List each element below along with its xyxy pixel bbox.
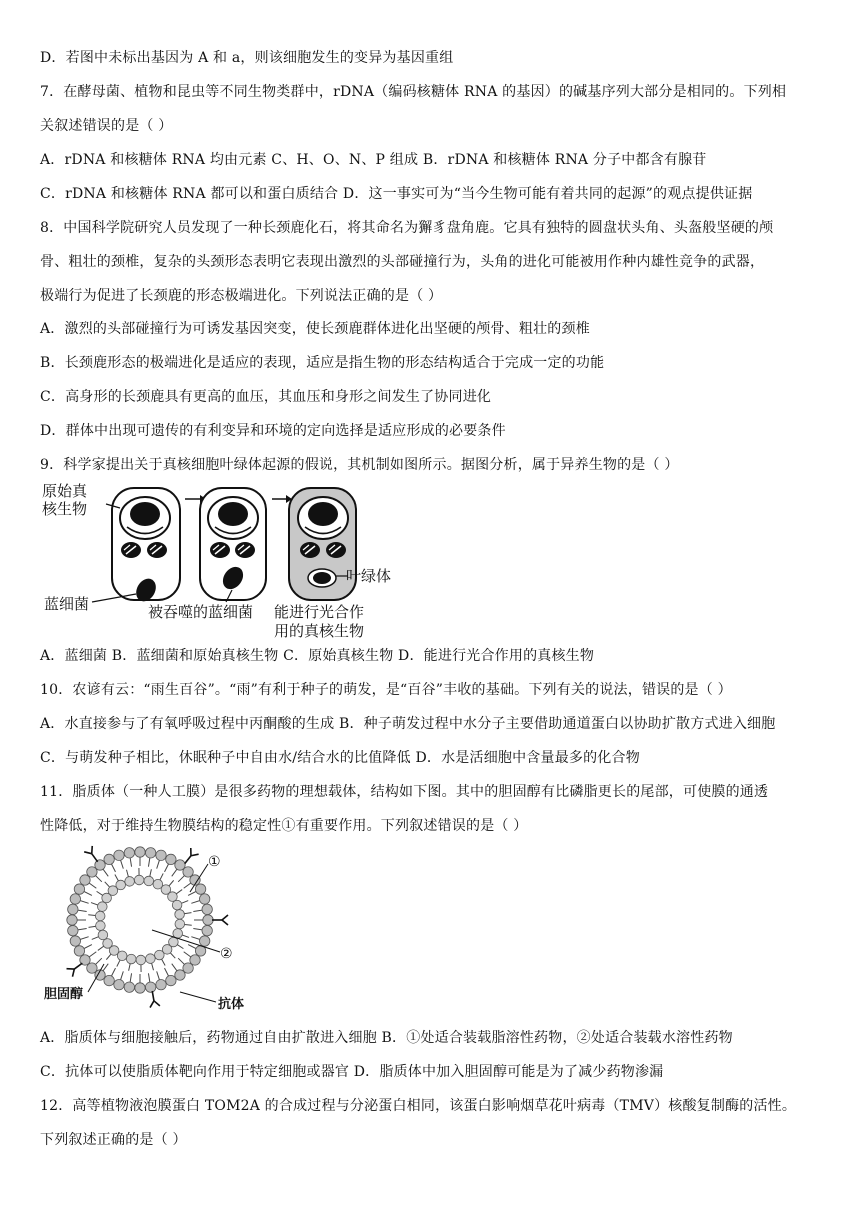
lipid-head	[70, 894, 80, 904]
lipid-head	[202, 904, 212, 914]
fig9-label-photo-1: 能进行光合作	[274, 603, 365, 621]
lipid-head	[145, 848, 155, 858]
antibody-arm	[92, 846, 93, 854]
primitive-eukaryote-cell	[112, 488, 180, 605]
chloroplast-origin-figure	[40, 478, 420, 642]
q11-options-cd: C．抗体可以使脂质体靶向作用于特定细胞或器官 D．脂质体中加入胆固醇可能是为了减少药物渗漏	[40, 1064, 664, 1080]
lipid-head	[125, 877, 135, 887]
antibody-arm	[191, 854, 199, 856]
leader-line-antibody	[180, 992, 216, 1002]
lipid-head	[96, 921, 106, 931]
lipid-head	[67, 915, 77, 925]
lipid-head	[156, 850, 166, 860]
lipid-head	[126, 954, 136, 964]
lipid-head	[166, 854, 176, 864]
q9-stem: 9．科学家提出关于真核细胞叶绿体起源的假说，其机制如图所示。据图分析，属于异养生物的是（ ）	[40, 457, 679, 473]
lipid-head	[103, 939, 113, 949]
lipid-head	[74, 946, 84, 956]
antibody-arm	[222, 920, 228, 925]
lipid-head	[68, 925, 78, 935]
lipid-head	[144, 876, 154, 886]
lipid-head	[74, 884, 84, 894]
lipid-head	[195, 884, 205, 894]
antibody-arm	[72, 969, 74, 977]
fig9-label-photo-2: 用的真核生物	[274, 622, 365, 640]
liposome-figure	[40, 842, 260, 1014]
cell-with-engulfed-cyanobacterium	[200, 488, 266, 600]
lipid-head	[175, 970, 185, 980]
lipid-head	[175, 919, 185, 929]
fig9-label-top-1: 原始真	[42, 482, 88, 500]
q10-stem: 10．农谚有云：“雨生百谷”。“雨”有利于种子的萌发，是“百谷”丰收的基础。下列有关的说法，错误的是（ ）	[40, 682, 732, 698]
fig11-label-2: ②	[220, 946, 233, 962]
q7-options-ab: A．rDNA 和核糖体 RNA 均由元素 C、H、O、N、P 组成 B．rDNA 和核糖体 RNA 分子中都含有腺苷	[40, 152, 707, 168]
lipid-head	[114, 850, 124, 860]
antibody-arm	[154, 1001, 160, 1006]
q8-stem-line2: 骨、粗壮的颈椎，复杂的头颈形态表明它表现出激烈的头部碰撞行为，头角的进化可能被用作种内雄性竞争的武器，	[40, 254, 765, 270]
fig9-label-engulfed: 被吞噬的蓝细菌	[148, 603, 254, 621]
lipid-head	[98, 930, 108, 940]
lipid-head	[172, 900, 182, 910]
lipid-head	[124, 848, 134, 858]
lipid-head	[199, 936, 209, 946]
antibody-arm	[150, 1001, 154, 1008]
lipid-head	[114, 979, 124, 989]
lipid-head	[136, 955, 146, 965]
fig9-label-cyanobacterium: 蓝细菌	[44, 595, 90, 613]
lipid-head	[166, 975, 176, 985]
q11-stem-line1: 11．脂质体（一种人工膜）是很多药物的理想载体，结构如下图。其中的胆固醇有比磷脂更长的尾部，可使膜的通透	[40, 784, 769, 800]
antibody-arm	[222, 915, 228, 920]
q8-option-b: B．长颈鹿形态的极端进化是适应的表现，适应是指生物的形态结构适合于完成一定的功能	[40, 355, 605, 371]
q6-option-d: D．若图中未标出基因为 A 和 a，则该细胞发生的变异为基因重组	[40, 50, 454, 66]
lipid-head	[202, 925, 212, 935]
antibody-arm	[84, 852, 92, 854]
fig11-label-1: ①	[208, 854, 221, 870]
q10-options-cd: C．与萌发种子相比，休眠种子中自由水/结合水的比值降低 D．水是活细胞中含量最多的化合物	[40, 750, 640, 766]
q7-stem-line2: 关叙述错误的是（ ）	[40, 118, 173, 134]
q11-options-ab: A．脂质体与细胞接触后，药物通过自由扩散进入细胞 B．①处适合装载脂溶性药物，②处适合装载水溶性药物	[40, 1030, 733, 1046]
fig9-label-top-2: 核生物	[42, 500, 88, 518]
q8-option-d: D．群体中出现可遗传的有利变异和环境的定向选择是适应形成的必要条件	[40, 423, 506, 439]
q9-options: A．蓝细菌 B．蓝细菌和原始真核生物 C．原始真核生物 D．能进行光合作用的真核生物	[40, 648, 595, 664]
q7-options-cd: C．rDNA 和核糖体 RNA 都可以和蛋白质结合 D．这一事实可为“当今生物可能有着共同的起源”的观点提供证据	[40, 186, 753, 202]
lipid-head	[146, 954, 156, 964]
q8-stem-line3: 极端行为促进了长颈鹿的形态极端进化。下列说法正确的是（ ）	[40, 288, 443, 304]
lipid-head	[135, 847, 145, 857]
antibody-stem	[185, 856, 191, 864]
lipid-head	[168, 892, 178, 902]
lipid-head	[95, 911, 105, 921]
q11-stem-line2: 性降低，对于维持生物膜结构的稳定性①有重要作用。下列叙述错误的是（ ）	[40, 818, 528, 834]
lipid-head	[156, 979, 166, 989]
q8-option-c: C．高身形的长颈鹿具有更高的血压，其血压和身形之间发生了协同进化	[40, 389, 492, 405]
lipid-head	[98, 902, 108, 912]
lipid-head	[104, 854, 114, 864]
fig9-label-chloroplast: 叶绿体	[346, 567, 392, 585]
antibody-stem	[152, 991, 154, 1001]
lipid-head	[135, 983, 145, 993]
lipid-head	[70, 936, 80, 946]
fig11-label-cholesterol: 胆固醇	[44, 987, 84, 1002]
antibody-stem	[74, 963, 82, 969]
lipid-head	[124, 982, 134, 992]
q8-option-a: A．激烈的头部碰撞行为可诱发基因突变，使长颈鹿群体进化出坚硬的颅骨、粗壮的颈椎	[40, 321, 590, 337]
lipid-head	[155, 950, 165, 960]
lipid-head	[199, 894, 209, 904]
fig11-label-antibody: 抗体	[218, 997, 245, 1012]
q12-stem-line1: 12．高等植物液泡膜蛋白 TOM2A 的合成过程与分泌蛋白相同，该蛋白影响烟草花叶病毒（TMV）核酸复制酶的活性。	[40, 1098, 797, 1114]
lipid-head	[116, 880, 126, 890]
lipid-head	[145, 982, 155, 992]
lipid-head	[68, 904, 78, 914]
q10-options-ab: A．水直接参与了有氧呼吸过程中丙酮酸的生成 B．种子萌发过程中水分子主要借助通道蛋白以协助扩散方式进入细胞	[40, 716, 776, 732]
lipid-head	[134, 875, 144, 885]
liposome-bilayer	[67, 846, 228, 1008]
q8-stem-line1: 8．中国科学院研究人员发现了一种长颈鹿化石，将其命名为獬豸盘角鹿。它具有独特的圆盘状头角、头盔般坚硬的颅	[40, 220, 774, 236]
lipid-head	[175, 910, 185, 920]
lipid-head	[203, 915, 213, 925]
antibody-stem	[92, 854, 98, 862]
q7-stem-line1: 7．在酵母菌、植物和昆虫等不同生物类群中，rDNA（编码核糖体 RNA 的基因）的碱基序列大部分是相同的。下列相	[40, 84, 787, 100]
q12-stem-line2: 下列叙述正确的是（ ）	[40, 1132, 187, 1148]
lipid-head	[104, 975, 114, 985]
chloroplast-shape	[313, 572, 331, 584]
